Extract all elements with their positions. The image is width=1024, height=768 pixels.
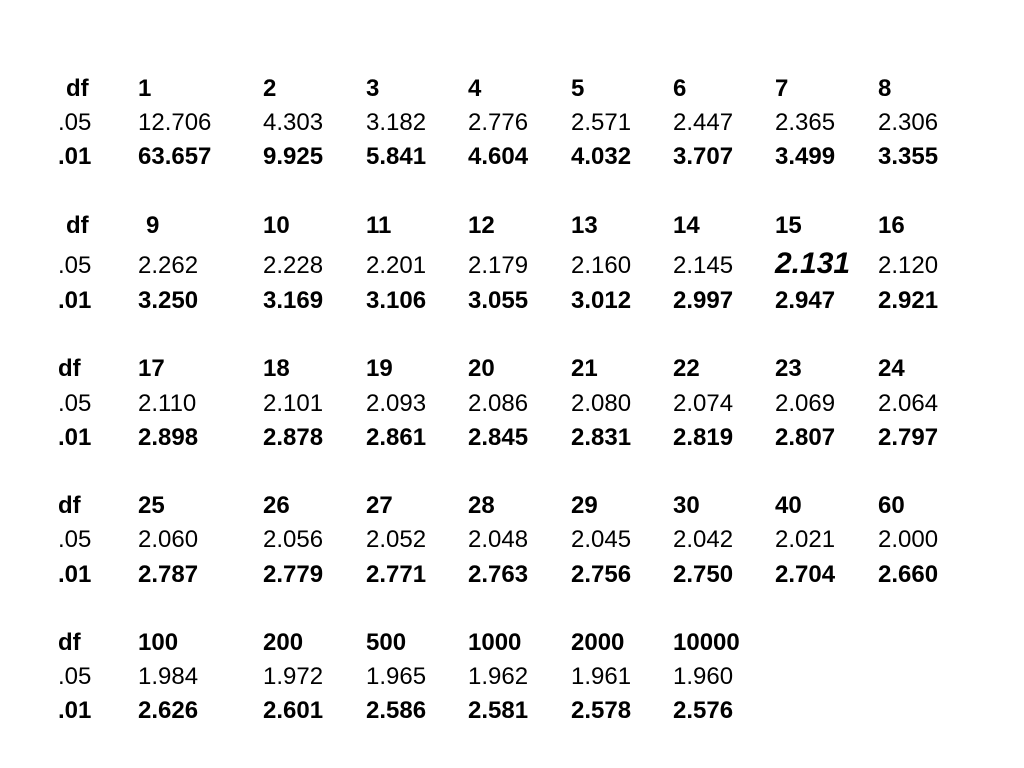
p05-value: 1.972 [263, 663, 324, 690]
p01-label: .01 [58, 143, 92, 170]
p05-value: 2.262 [138, 252, 199, 279]
p05-value: 2.306 [878, 109, 939, 136]
df-label: df [66, 75, 89, 102]
p01-value: 2.601 [263, 697, 324, 724]
p01-value: 2.763 [468, 561, 529, 588]
p01-value: 2.997 [673, 287, 734, 314]
p01-value: 2.779 [263, 561, 324, 588]
p05-row [0, 106, 1024, 140]
p01-value: 63.657 [138, 143, 212, 170]
p01-value: 2.797 [878, 424, 939, 451]
df-value: 12 [468, 212, 495, 239]
p01-value: 3.250 [138, 287, 199, 314]
p05-value: 2.571 [571, 109, 632, 136]
p05-value: 2.064 [878, 390, 939, 417]
df-value: 7 [775, 75, 789, 102]
df-value: 11 [366, 212, 392, 239]
df-value: 3 [366, 75, 380, 102]
p01-label: .01 [58, 287, 92, 314]
df-value: 17 [138, 355, 165, 382]
p05-value: 2.042 [673, 526, 734, 553]
p05-value: 2.080 [571, 390, 632, 417]
p01-label: .01 [58, 424, 92, 451]
p01-label: .01 [58, 561, 92, 588]
p05-value: 1.961 [571, 663, 632, 690]
p05-value: 2.074 [673, 390, 734, 417]
df-value: 5 [571, 75, 585, 102]
p05-value: 2.110 [138, 390, 197, 417]
df-value: 23 [775, 355, 802, 382]
p01-value: 2.771 [366, 561, 427, 588]
p01-value: 2.831 [571, 424, 632, 451]
p05-value: 2.045 [571, 526, 632, 553]
p01-value: 2.819 [673, 424, 734, 451]
p01-value: 4.032 [571, 143, 632, 170]
df-label: df [58, 492, 81, 519]
p01-value: 3.499 [775, 143, 836, 170]
p01-value: 2.807 [775, 424, 836, 451]
p01-row [0, 284, 1024, 318]
p01-value: 2.947 [775, 287, 836, 314]
p05-label: .05 [58, 390, 92, 417]
df-row [0, 209, 1024, 243]
df-value: 26 [263, 492, 290, 519]
p01-value: 2.921 [878, 287, 939, 314]
p01-row [0, 140, 1024, 174]
p05-row [0, 660, 1024, 694]
p05-value-highlighted: 2.131 [775, 247, 851, 280]
df-value: 2 [263, 75, 277, 102]
p01-value: 2.898 [138, 424, 199, 451]
p01-value: 3.707 [673, 143, 734, 170]
df-value: 22 [673, 355, 700, 382]
p05-value: 2.056 [263, 526, 324, 553]
p01-value: 2.845 [468, 424, 529, 451]
df-value: 6 [673, 75, 687, 102]
df-row [0, 352, 1024, 386]
df-label: df [58, 629, 81, 656]
p05-value: 2.447 [673, 109, 734, 136]
p01-value: 3.169 [263, 287, 324, 314]
p01-value: 3.055 [468, 287, 529, 314]
df-value: 20 [468, 355, 495, 382]
df-row [0, 626, 1024, 660]
p05-value: 2.179 [468, 252, 529, 279]
p05-label: .05 [58, 109, 92, 136]
df-value: 18 [263, 355, 290, 382]
df-label: df [66, 212, 89, 239]
df-value: 8 [878, 75, 892, 102]
p05-value: 2.052 [366, 526, 427, 553]
p05-value: 2.120 [878, 252, 939, 279]
p05-row [0, 523, 1024, 557]
df-value: 15 [775, 212, 802, 239]
df-value: 2000 [571, 629, 625, 656]
p01-value: 2.704 [775, 561, 836, 588]
p01-label: .01 [58, 697, 92, 724]
df-value: 60 [878, 492, 905, 519]
df-label: df [58, 355, 81, 382]
p01-value: 2.660 [878, 561, 939, 588]
p05-value: 2.021 [775, 526, 836, 553]
p05-label: .05 [58, 663, 92, 690]
p05-value: 2.000 [878, 526, 939, 553]
p05-value: 1.962 [468, 663, 529, 690]
df-value: 40 [775, 492, 802, 519]
p01-value: 3.106 [366, 287, 427, 314]
p05-value: 2.201 [366, 252, 427, 279]
df-value: 16 [878, 212, 905, 239]
df-row [0, 489, 1024, 523]
p01-value: 5.841 [366, 143, 427, 170]
p05-value: 2.069 [775, 390, 836, 417]
df-value: 30 [673, 492, 700, 519]
df-value: 10000 [673, 629, 740, 656]
df-value: 100 [138, 629, 179, 656]
df-value: 27 [366, 492, 393, 519]
p05-value: 2.365 [775, 109, 836, 136]
p01-value: 9.925 [263, 143, 324, 170]
p01-value: 2.626 [138, 697, 199, 724]
p05-value: 1.965 [366, 663, 427, 690]
p05-value: 2.093 [366, 390, 427, 417]
p05-value: 2.160 [571, 252, 632, 279]
p01-value: 2.861 [366, 424, 427, 451]
p05-label: .05 [58, 252, 92, 279]
df-row [0, 72, 1024, 106]
df-value: 10 [263, 212, 290, 239]
df-value: 200 [263, 629, 304, 656]
df-value: 13 [571, 212, 598, 239]
p01-value: 2.586 [366, 697, 427, 724]
df-value: 4 [468, 75, 482, 102]
p05-value: 12.706 [138, 109, 212, 136]
p01-value: 4.604 [468, 143, 529, 170]
df-value: 29 [571, 492, 598, 519]
p05-value: 2.776 [468, 109, 529, 136]
p05-value: 1.960 [673, 663, 734, 690]
p05-value: 2.086 [468, 390, 529, 417]
p01-row [0, 558, 1024, 592]
df-value: 500 [366, 629, 407, 656]
p05-value: 2.060 [138, 526, 199, 553]
p05-row [0, 387, 1024, 421]
p01-value: 3.355 [878, 143, 939, 170]
df-value: 9 [146, 212, 160, 239]
df-value: 21 [571, 355, 598, 382]
p05-value: 2.101 [263, 390, 324, 417]
p01-value: 2.578 [571, 697, 632, 724]
df-value: 14 [673, 212, 700, 239]
p05-value: 1.984 [138, 663, 199, 690]
p05-value: 2.228 [263, 252, 324, 279]
p05-row [0, 249, 1024, 283]
df-value: 1 [138, 75, 152, 102]
p05-label: .05 [58, 526, 92, 553]
p01-value: 2.581 [468, 697, 529, 724]
p05-value: 3.182 [366, 109, 427, 136]
p01-value: 2.878 [263, 424, 324, 451]
df-value: 25 [138, 492, 165, 519]
p05-value: 4.303 [263, 109, 324, 136]
p01-value: 2.787 [138, 561, 199, 588]
p01-value: 2.756 [571, 561, 632, 588]
p05-value: 2.145 [673, 252, 734, 279]
p01-row [0, 694, 1024, 728]
df-value: 1000 [468, 629, 522, 656]
p01-value: 3.012 [571, 287, 632, 314]
p01-value: 2.750 [673, 561, 734, 588]
df-value: 19 [366, 355, 393, 382]
p05-value: 2.048 [468, 526, 529, 553]
p01-row [0, 421, 1024, 455]
df-value: 24 [878, 355, 905, 382]
p01-value: 2.576 [673, 697, 734, 724]
df-value: 28 [468, 492, 495, 519]
